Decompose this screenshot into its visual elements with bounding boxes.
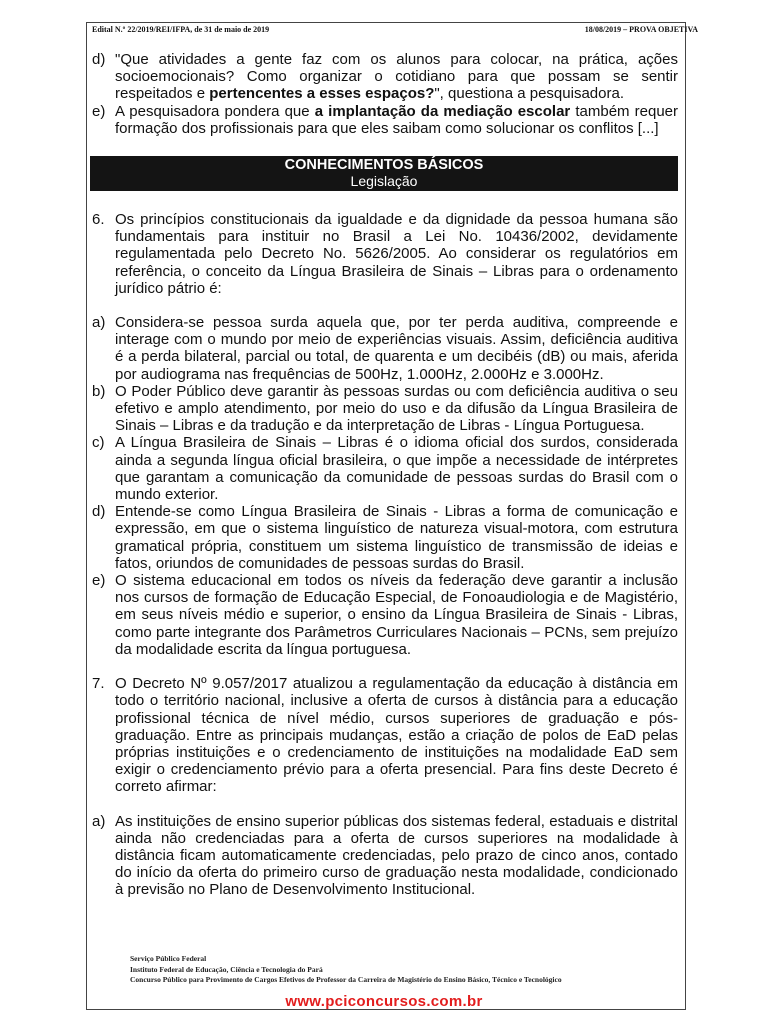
- option-e-prev: e) A pesquisadora pondera que a implantação da mediação escolar também requer formação dos profissionais para que eles saibam como solucionar os conflitos [...]: [92, 102, 678, 137]
- footer-line-2: Instituto Federal de Educação, Ciência e Tecnologia do Pará: [130, 964, 323, 974]
- option-d-prev: d) "Que atividades a gente faz com os alunos para colocar, na prática, ações socioemocionais? Como organizar o cotidiano para que possam se sentir respeitados e pertencentes a esses espaços?", questiona a pesquisadora.: [92, 51, 678, 103]
- question-number: 6.: [92, 211, 105, 229]
- section-subtitle: Legislação: [350, 173, 418, 190]
- footer-line-3: Concurso Público para Provimento de Cargos Efetivos de Professor da Carreira de Magistério do Ensino Básico, Técnico e Tecnológico: [130, 975, 562, 984]
- option-text: A Língua Brasileira de Sinais – Libras é o idioma oficial dos surdos, considerada ainda a segunda língua oficial brasileira, o que impõe a necessidade de intérpretes que garantam a comunicação da comunidade de pessoas surdas do Brasil com o mundo exterior.: [115, 434, 678, 504]
- option-label: a): [92, 314, 106, 332]
- header-edital: Edital N.º 22/2019/REI/IFPA, de 31 de maio de 2019: [92, 25, 270, 34]
- option-text: As instituições de ensino superior públicas dos sistemas federal, estaduais e distrital ainda não credenciadas para a oferta de cursos superiores na modalidade à distância ficam automaticamente credenciadas, pelo prazo de cinco anos, contado do início da oferta do primeiro curso de graduação nesta modalidade, condicionado à previsão no Plano de Desenvolvimento Institucional.: [115, 812, 678, 899]
- page-header: [92, 25, 698, 39]
- q6-option-e: [90, 572, 678, 658]
- option-label: c): [92, 434, 105, 452]
- q7-option-a: [90, 813, 678, 899]
- question-number: 7.: [92, 675, 105, 693]
- q6-option-a: [90, 314, 678, 383]
- option-label: b): [92, 382, 106, 400]
- question-6: [90, 211, 678, 297]
- page-footer: [130, 954, 562, 986]
- question-text: Os princípios constitucionais da igualdade e da dignidade da pessoa humana são fundamentais para instituir no Brasil a Lei No. 10436/2002, devidamente regulamentada pelo Decreto No. 5626/2005. Ao considerar os regulatórios em referência, o conceito da Língua Brasileira de Sinais – Libras para o ordenamento jurídico pátrio é:: [115, 211, 678, 297]
- option-label: d): [92, 51, 106, 68]
- q6-option-d: [90, 503, 678, 572]
- q6-option-b: [90, 383, 678, 435]
- page-content: [90, 51, 678, 899]
- option-label: d): [92, 503, 106, 521]
- option-label: e): [92, 572, 106, 590]
- footer-line-1: Serviço Público Federal: [130, 954, 207, 963]
- section-title: CONHECIMENTOS BÁSICOS: [284, 157, 484, 174]
- website-watermark: www.pciconcursos.com.br: [285, 993, 483, 1010]
- option-text: O Poder Público deve garantir às pessoas surdas ou com deficiência auditiva o seu efetivo e amplo atendimento, por meio do uso e da difusão da Língua Brasileira de Sinais – Libras e da tradução e da interpretação de Libras - Língua Portuguesa.: [115, 382, 678, 435]
- option-text: O sistema educacional em todos os níveis da federação deve garantir a inclusão nos cursos de formação de Educação Especial, de Fonoaudiologia e de Magistério, em seus níveis médio e superior, o ensino da Língua Brasileira de Sinais - Libras, como parte integrante dos Parâmetros Curriculares Nacionais – PCNs, sem prejuízo da modalidade escrita da língua portuguesa.: [115, 572, 678, 658]
- question-7: [90, 675, 678, 795]
- option-text: Entende-se como Língua Brasileira de Sinais - Libras a forma de comunicação e expressão, em que o sistema linguístico de natureza visual-motora, com estrutura gramatical própria, constituem um sistema linguístico de transmissão de ideias e fatos, oriundos de comunidades de pessoas surdas do Brasil.: [115, 503, 678, 572]
- option-label: a): [92, 812, 106, 830]
- header-date: 18/08/2019 – PROVA OBJETIVA: [584, 25, 698, 34]
- option-label: e): [92, 102, 106, 120]
- question-text: O Decreto Nº 9.057/2017 atualizou a regulamentação da educação à distância em todo o território nacional, inclusive a oferta de cursos à distância para a educação profissional técnica de nível médio, cursos superiores de graduação e pós-graduação. Entre as principais mudanças, estão a criação de polos de EaD pelas próprias instituições e o credenciamento de instituições na modalidade EaD sem exigir o credenciamento prévio para a oferta presencial. Para fins deste Decreto é correto afirmar:: [115, 675, 678, 796]
- option-text: Considera-se pessoa surda aquela que, por ter perda auditiva, compreende e interage com o mundo por meio de experiências visuais. Assim, deficiência auditiva é a perda bilateral, parcial ou total, de quarenta e um decibéis (dB) ou mais, aferida por audiograma nas frequências de 500Hz, 1.000Hz, 2.000Hz e 3.000Hz.: [115, 314, 678, 383]
- q6-option-c: [90, 434, 678, 503]
- section-banner: [90, 156, 678, 191]
